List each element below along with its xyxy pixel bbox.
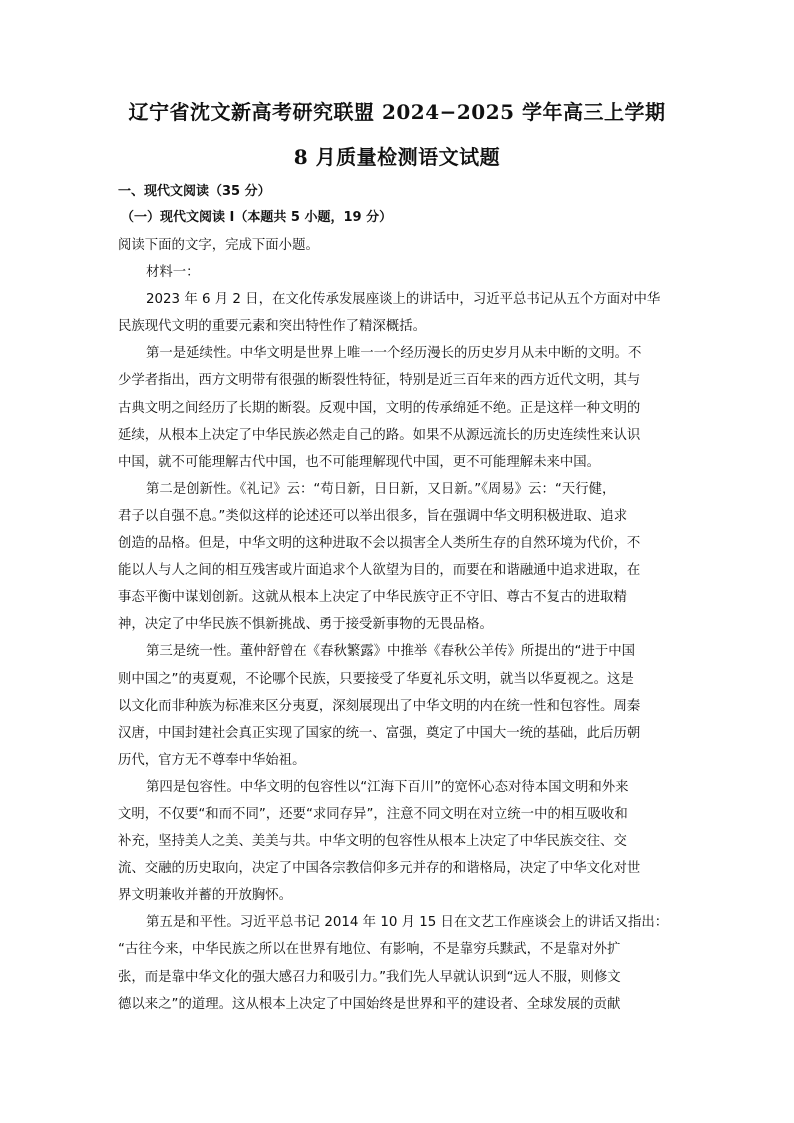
paragraph-continuity [118,340,670,475]
paragraph-line: 第五是和平性。习近平总书记 2014 年 10 月 15 日在文艺工作座谈会上的讲话又指出： [146,915,669,931]
paragraph-line: 君子以自强不息。”类似这样的论述还可以举出很多，旨在强调中华文明积极进取、追求 [118,508,628,524]
paragraph-unity [118,638,670,773]
paragraph-line: 少学者指出，西方文明带有很强的断裂性特征，特别是近三百年来的西方近代文明，其与 [118,373,641,389]
paragraph-line: 文明，不仅要“和而不同”，还要“求同存异”，注意不同文明在对立统一中的相互吸收和 [118,806,628,822]
paragraph-line: 汉唐，中国封建社会真正实现了国家的统一、富强，奠定了中国大一统的基础，此后历朝 [118,725,641,741]
paragraph-line: 古典文明之间经历了长期的断裂。反观中国，文明的传承绵延不绝。正是这样一种文明的 [118,400,641,416]
paragraph-line: 事态平衡中谋划创新。这就从根本上决定了中华民族守正不守旧、尊古不复古的进取精 [118,590,627,606]
section-heading: 一、现代文阅读（35 分） [118,184,271,199]
paragraph-line: 民族现代文明的重要元素和突出特性作了精深概括。 [118,319,426,335]
paragraph-innovation [118,476,670,639]
paragraph-line: 第一是延续性。中华文明是世界上唯一一个经历漫长的历史岁月从未中断的文明。不 [146,346,642,362]
paragraph-line: 则中国之”的夷夏观，不论哪个民族，只要接受了华夏礼乐文明，就当以华夏视之。这是 [118,671,634,687]
paragraph-line: 延续，从根本上决定了中华民族必然走自己的路。如果不从源远流长的历史连续性来认识 [118,427,641,443]
paragraph-line: 界文明兼收并蓄的开放胸怀。 [118,888,293,904]
paragraph-line: 德以来之”的道理。这从根本上决定了中国始终是世界和平的建设者、全球发展的贡献 [118,996,621,1012]
paragraph-line: 神，决定了中华民族不惧新挑战、勇于接受新事物的无畏品格。 [118,617,493,633]
paragraph-line: 第三是统一性。董仲舒曾在《春秋繁露》中推举《春秋公羊传》所提出的“进于中国 [146,644,635,660]
paragraph-line: “古往今来，中华民族之所以在世界有地位、有影响，不是靠穷兵黩武，不是靠对外扩 [118,942,621,958]
paragraph-line: 补充，坚持美人之美、美美与共。中华文明的包容性从根本上决定了中华民族交往、交 [118,834,627,850]
paragraph-intro [118,286,670,340]
paragraph-line: 创造的品格。但是，中华文明的这种进取不会以损害全人类所生存的自然环境为代价，不 [118,536,641,552]
document-title-line-1: 辽宁省沈文新高考研究联盟 2024−2025 学年高三上学期 [128,100,666,124]
paragraph-line: 能以人与人之间的相互残害或片面追求个人欲望为目的，而要在和谐融通中追求进取，在 [118,563,641,579]
paragraph-line: 中国，就不可能理解古代中国，也不可能理解现代中国，更不可能理解未来中国。 [118,454,601,470]
paragraph-line: 张，而是靠中华文化的强大感召力和吸引力。”我们先人早就认识到“远人不服，则修文 [118,969,621,985]
subsection-heading: （一）现代文阅读 I（本题共 5 小题，19 分） [121,210,393,225]
paragraph-line: 第四是包容性。中华文明的包容性以“江海下百川”的宽怀心态对待本国文明和外来 [146,779,629,795]
document-title-line-2: 8 月质量检测语文试题 [293,145,501,169]
paragraph-line: 流、交融的历史取向，决定了中国各宗教信仰多元并存的和谐格局，决定了中华文化对世 [118,861,641,877]
reading-passage [118,232,670,1018]
paragraph-peace [118,909,670,1017]
paragraph-line: 第二是创新性。《礼记》云：“苟日新，日日新，又日新。”《周易》云：“天行健， [146,481,616,497]
paragraph-line: 2023 年 6 月 2 日，在文化传承发展座谈上的讲话中，习近平总书记从五个方面对中华 [146,292,661,308]
material-label: 材料一： [146,265,200,281]
paragraph-line: 以文化而非种族为标准来区分夷夏，深刻展现出了中华文明的内在统一性和包容性。周秦 [118,698,641,714]
paragraph-inclusiveness [118,774,670,909]
paragraph-line: 历代，官方无不尊奉中华始祖。 [118,752,306,768]
instruction-text: 阅读下面的文字，完成下面小题。 [118,238,319,253]
